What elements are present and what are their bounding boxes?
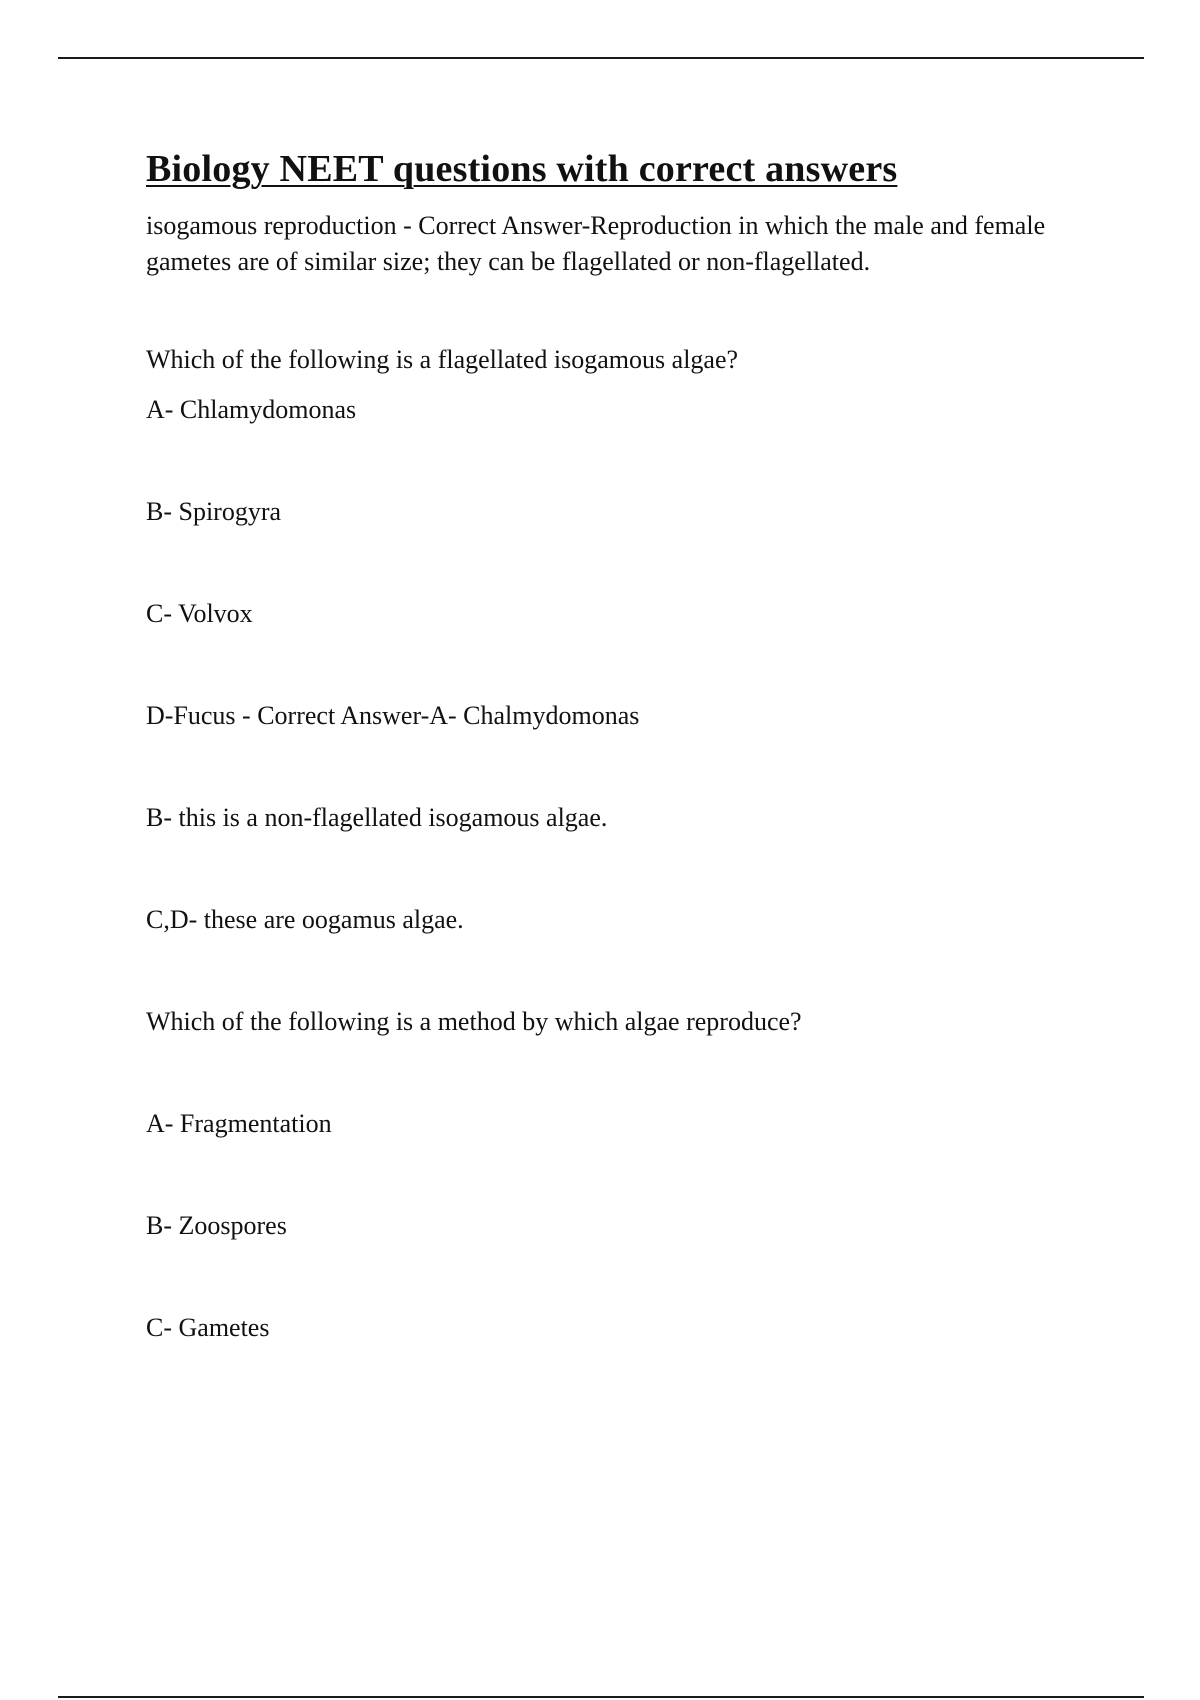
question-2-option-c: C- Gametes bbox=[146, 1313, 270, 1342]
question-2-option-a: A- Fragmentation bbox=[146, 1109, 332, 1138]
question-2-option-b: B- Zoospores bbox=[146, 1211, 287, 1240]
question-2-text: Which of the following is a method by which algae reproduce? bbox=[146, 1007, 802, 1036]
question-1-option-c: C- Volvox bbox=[146, 599, 253, 628]
definition-isogamous-reproduction: isogamous reproduction - Correct Answer-Reproduction in which the male and female gametes are of similar size; they can be flagellated or non-flagellated. bbox=[146, 211, 1046, 276]
question-1-explanation-cd: C,D- these are oogamus algae. bbox=[146, 905, 464, 934]
question-1-text: Which of the following is a flagellated isogamous algae? bbox=[146, 345, 739, 374]
question-1-option-d-answer: D-Fucus - Correct Answer-A- Chalmydomonas bbox=[146, 701, 640, 730]
question-1-explanation-b: B- this is a non-flagellated isogamous algae. bbox=[146, 803, 608, 832]
question-1-option-a: A- Chlamydomonas bbox=[146, 395, 357, 424]
document-body bbox=[146, 140, 1076, 1346]
top-rule bbox=[58, 57, 1144, 59]
document-title: Biology NEET questions with correct answers bbox=[146, 148, 898, 190]
bottom-rule bbox=[58, 1696, 1144, 1698]
question-1-option-b: B- Spirogyra bbox=[146, 497, 282, 526]
